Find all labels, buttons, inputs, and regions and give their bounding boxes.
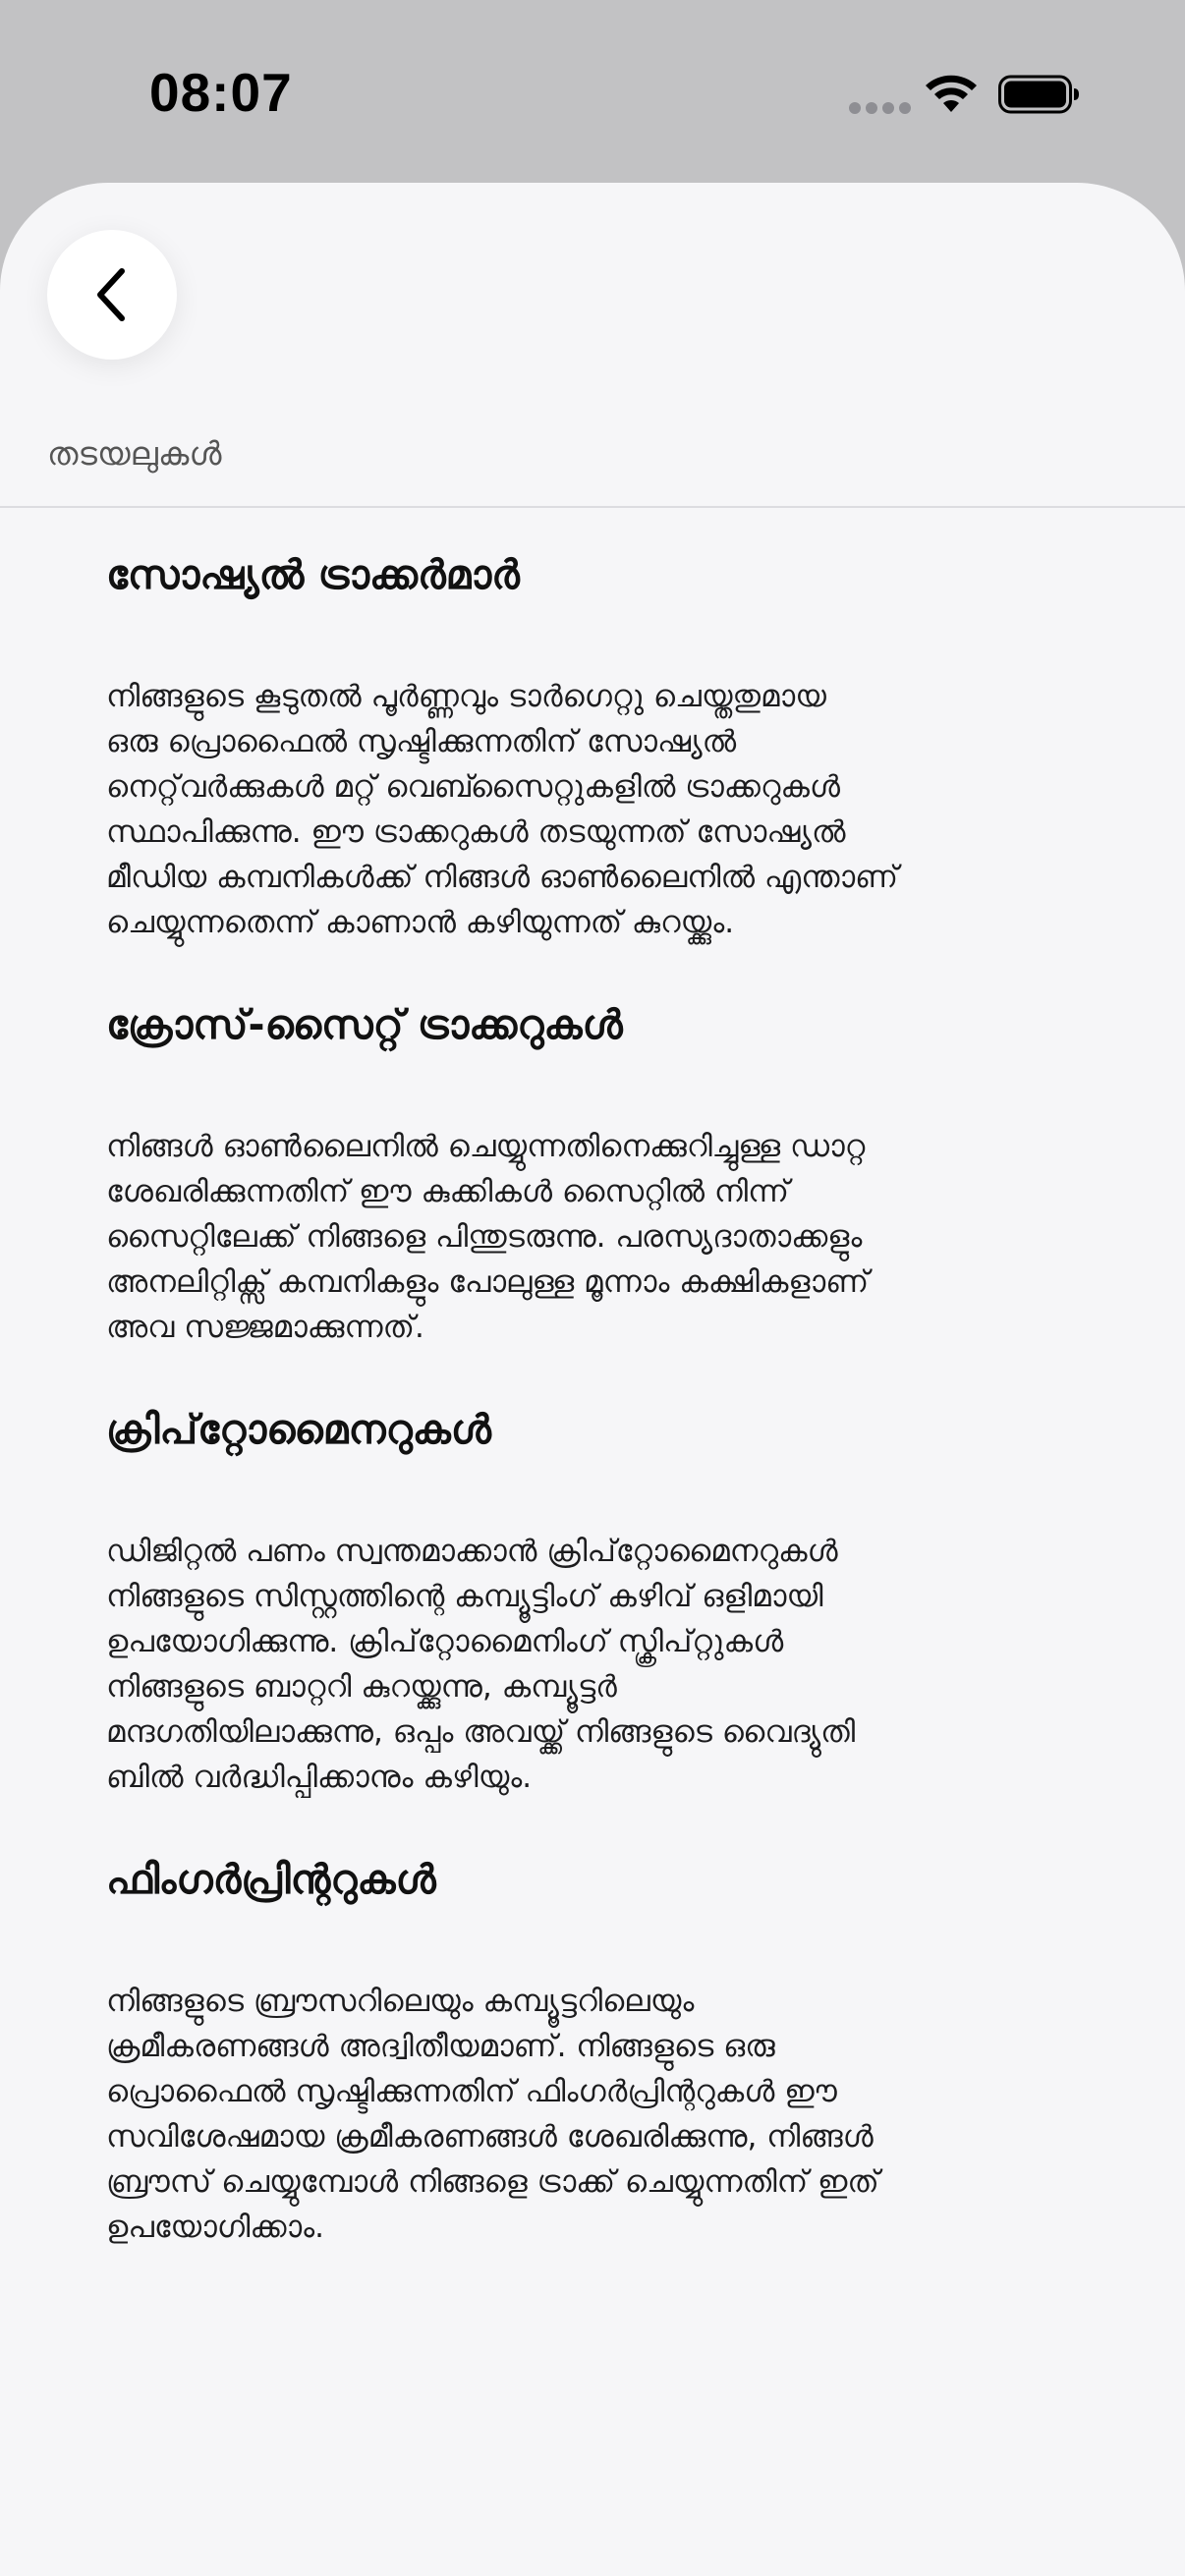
signal-dots-icon (849, 102, 911, 114)
section-cryptominers (106, 1399, 1079, 1800)
chevron-left-icon (88, 265, 136, 324)
section-title: ഫിംഗർപ്രിന്ററുകൾ (106, 1856, 436, 1903)
section-body: നിങ്ങളുടെ കൂടുതൽ പൂർണ്ണവും ടാർഗെറ്റു ചെയ്തതുമായ ഒരു പ്രൊഫൈൽ സൃഷ്ടിക്കുന്നതിന് സോഷ്യൽ നെറ്റ്‌വർക്കുകൾ മറ്റ് വെബ്സൈറ്റുകളിൽ ട്രാക്കറുകൾ സ്ഥാപിക്കുന്നു. ഈ ട്രാക്കറുകൾ തടയുന്നത് സോഷ്യൽ മീഡിയ കമ്പനികൾക്ക് നിങ്ങൾ ഓൺലൈനിൽ എന്താണ് ചെയ്യുന്നതെന്ന് കാണാൻ കഴിയുന്നത് കുറയ്ക്കും. (106, 679, 899, 940)
section-body: നിങ്ങളുടെ ബ്രൗസറിലെയും കമ്പ്യൂട്ടറിലെയും ക്രമീകരണങ്ങൾ അദ്വിതീയമാണ്. നിങ്ങളുടെ ഒരു പ്രൊഫൈൽ സൃഷ്ടിക്കുന്നതിന് ഫിംഗർപ്രിന്ററുകൾ ഈ സവിശേഷമായ ക്രമീകരണങ്ങൾ ശേഖരിക്കുന്നു, നിങ്ങൾ ബ്രൗസ് ചെയ്യുമ്പോൾ നിങ്ങളെ ട്രാക്ക് ചെയ്യുന്നതിന് ഇത് ഉപയോഗിക്കാം. (106, 1984, 879, 2245)
battery-icon (998, 75, 1081, 114)
section-fingerprinters (106, 1849, 1079, 2250)
section-body: ഡിജിറ്റൽ പണം സ്വന്തമാക്കാൻ ക്രിപ്‌റ്റോമൈനറുകൾ നിങ്ങളുടെ സിസ്റ്റത്തിന്റെ കമ്പ്യൂട്ടിംഗ് കഴിവ് ഒളിമായി ഉപയോഗിക്കുന്നു. ക്രിപ്‌റ്റോമൈനിംഗ് സ്ക്രിപ്റ്റുകൾ നിങ്ങളുടെ ബാറ്ററി കുറയ്ക്കുന്നു, കമ്പ്യൂട്ടർ മന്ദഗതിയിലാക്കുന്നു, ഒപ്പം അവയ്ക്ക് നിങ്ങളുടെ വൈദ്യുതി ബിൽ വർദ്ധിപ്പിക്കാനും കഴിയും. (106, 1534, 856, 1795)
section-body: നിങ്ങൾ ഓൺലൈനിൽ ചെയ്യുന്നതിനെക്കുറിച്ചുള്ള ഡാറ്റ ശേഖരിക്കുന്നതിന് ഈ കുക്കികൾ സൈറ്റിൽ നിന്ന് സൈറ്റിലേക്ക് നിങ്ങളെ പിന്തുടരുന്നു. പരസ്യദാതാക്കളും അനലിറ്റിക്സ് കമ്പനികളും പോലുള്ള മൂന്നാം കക്ഷികളാണ് അവ സജ്ജമാക്കുന്നത്. (106, 1129, 870, 1345)
content (106, 544, 1079, 2250)
section-social-trackers (106, 544, 1079, 945)
status-time: 08:07 (149, 62, 293, 123)
section-title: സോഷ്യൽ ട്രാക്കർമാർ (106, 551, 520, 598)
back-button[interactable] (47, 230, 177, 360)
section-cross-site-trackers (106, 994, 1079, 1350)
content-sheet (0, 183, 1185, 2576)
status-bar (0, 0, 1185, 187)
section-title: ക്രോസ്-സൈറ്റ് ട്രാക്കറുകൾ (106, 1001, 623, 1048)
header-divider (0, 506, 1185, 508)
page-title: തടയലുകൾ (47, 434, 222, 473)
section-title: ക്രിപ്‌റ്റോമൈനറുകൾ (106, 1406, 491, 1453)
wifi-icon (924, 73, 979, 114)
